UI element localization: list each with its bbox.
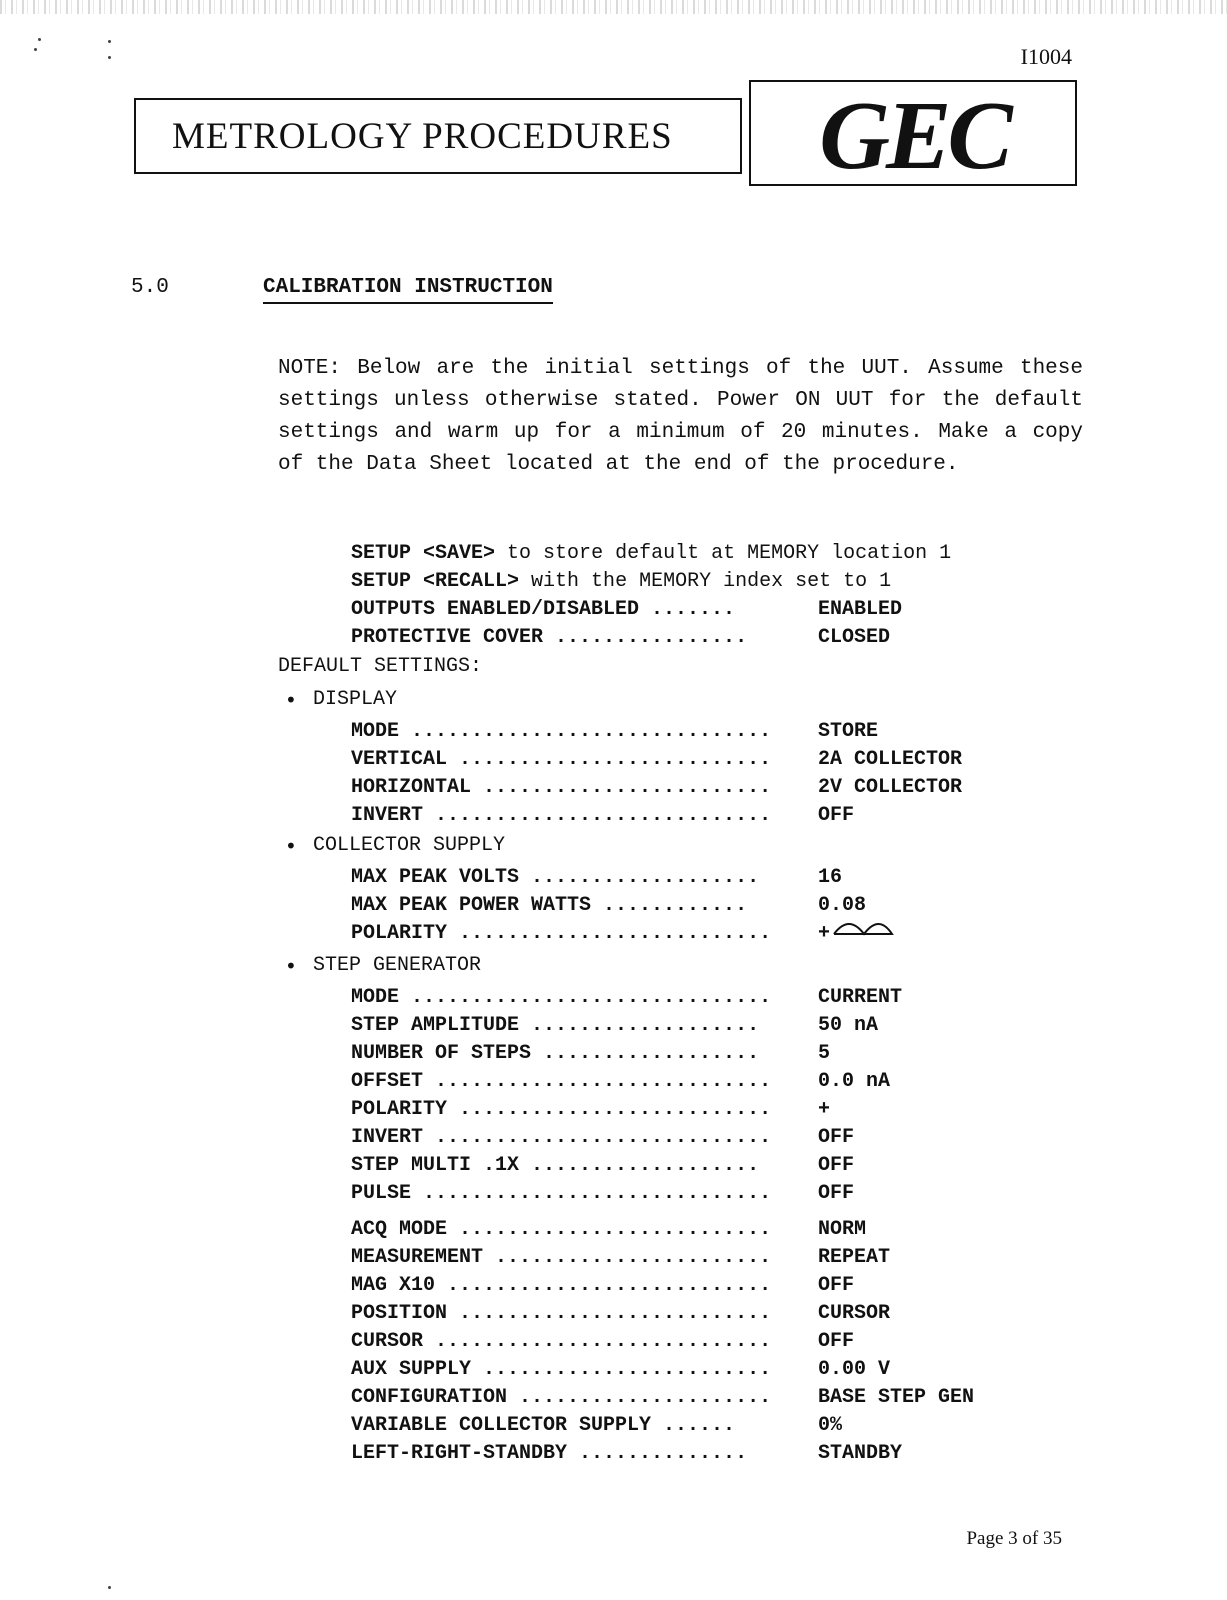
setting-label: POLARITY .......................... bbox=[351, 1098, 772, 1121]
section-number: 5.0 bbox=[131, 276, 169, 299]
setting-value: ENABLED bbox=[818, 598, 903, 621]
setting-label: INVERT ............................ bbox=[351, 804, 772, 827]
setting-label: OFFSET ............................ bbox=[351, 1070, 772, 1093]
setting-label: MAG X10 ........................... bbox=[351, 1274, 772, 1297]
note-paragraph: NOTE: Below are the initial settings of the UUT. Assume these settings unless otherwise stated. Power ON UUT for the default settings and warm up for a minimum of 20 minutes. Make a copy of the Data Sheet located at the end of the procedure. bbox=[278, 357, 1083, 476]
setting-value: NORM bbox=[818, 1218, 867, 1241]
setting-label: MODE .............................. bbox=[351, 986, 772, 1009]
bullet-icon: • bbox=[285, 688, 297, 712]
setting-value: OFF bbox=[818, 1330, 855, 1353]
setting-label: PULSE ............................. bbox=[351, 1182, 772, 1205]
setting-value: + bbox=[818, 1098, 831, 1121]
setting-value: OFF bbox=[818, 1154, 855, 1177]
bullet-icon: • bbox=[285, 954, 297, 978]
default-settings-label: DEFAULT SETTINGS: bbox=[278, 655, 483, 678]
setting-value: CURRENT bbox=[818, 986, 903, 1009]
setting-value: OFF bbox=[818, 1182, 855, 1205]
page-title-text: METROLOGY PROCEDURES bbox=[172, 115, 673, 157]
section-heading: CALIBRATION INSTRUCTION bbox=[263, 276, 553, 304]
setting-value: CLOSED bbox=[818, 626, 891, 649]
setting-label: CURSOR ............................ bbox=[351, 1330, 772, 1353]
setting-value: 16 bbox=[818, 866, 843, 889]
document-number: I1004 bbox=[1020, 44, 1072, 69]
setup-text: with the MEMORY index set to 1 bbox=[519, 570, 892, 593]
setting-value: STANDBY bbox=[818, 1442, 903, 1465]
setup-key: <SAVE> bbox=[423, 542, 496, 565]
group-name: COLLECTOR SUPPLY bbox=[313, 834, 506, 857]
setting-value: REPEAT bbox=[818, 1246, 891, 1269]
setting-label: VERTICAL .......................... bbox=[351, 748, 772, 771]
setting-label: ACQ MODE .......................... bbox=[351, 1218, 772, 1241]
setting-label: POSITION .......................... bbox=[351, 1302, 772, 1325]
logo-lettering: GEC bbox=[819, 82, 1009, 186]
setting-value: + bbox=[818, 922, 831, 945]
setting-label: AUX SUPPLY ........................ bbox=[351, 1358, 772, 1381]
setting-label: LEFT-RIGHT-STANDBY .............. bbox=[351, 1442, 748, 1465]
setting-label: MEASUREMENT ....................... bbox=[351, 1246, 772, 1269]
setting-value: OFF bbox=[818, 804, 855, 827]
setting-label: NUMBER OF STEPS .................. bbox=[351, 1042, 760, 1065]
setting-value: 2V COLLECTOR bbox=[818, 776, 963, 799]
setting-value: OFF bbox=[818, 1274, 855, 1297]
setting-label: STEP AMPLITUDE ................... bbox=[351, 1014, 760, 1037]
setting-value: 0.0 nA bbox=[818, 1070, 891, 1093]
setup-command: SETUP bbox=[351, 542, 412, 565]
setting-value: 0.08 bbox=[818, 894, 867, 917]
setting-value: CURSOR bbox=[818, 1302, 891, 1325]
setting-label: MODE .............................. bbox=[351, 720, 772, 743]
page-number: Page 3 of 35 bbox=[966, 1528, 1062, 1549]
setting-label: MAX PEAK POWER WATTS ............ bbox=[351, 894, 748, 917]
setting-label: VARIABLE COLLECTOR SUPPLY ...... bbox=[351, 1414, 736, 1437]
bullet-icon: • bbox=[285, 834, 297, 858]
setting-value: 0.00 V bbox=[818, 1358, 891, 1381]
setting-label: CONFIGURATION ..................... bbox=[351, 1386, 772, 1409]
setup-key: <RECALL> bbox=[423, 570, 520, 593]
setup-command: SETUP bbox=[351, 570, 412, 593]
group-name: DISPLAY bbox=[313, 688, 398, 711]
setting-value: STORE bbox=[818, 720, 879, 743]
group-name: STEP GENERATOR bbox=[313, 954, 482, 977]
setting-value: OFF bbox=[818, 1126, 855, 1149]
setting-label: MAX PEAK VOLTS ................... bbox=[351, 866, 760, 889]
setting-value: 0% bbox=[818, 1414, 843, 1437]
setup-text: to store default at MEMORY location 1 bbox=[495, 542, 952, 565]
setting-value: 5 bbox=[818, 1042, 831, 1065]
setting-label: HORIZONTAL ........................ bbox=[351, 776, 772, 799]
setup-line bbox=[351, 570, 891, 593]
setting-value: 2A COLLECTOR bbox=[818, 748, 963, 771]
setting-label: POLARITY .......................... bbox=[351, 922, 772, 945]
dual-half-sine-icon bbox=[832, 916, 894, 938]
setting-label: STEP MULTI .1X ................... bbox=[351, 1154, 760, 1177]
setting-value: BASE STEP GEN bbox=[818, 1386, 975, 1409]
setting-label: INVERT ............................ bbox=[351, 1126, 772, 1149]
setup-line bbox=[351, 542, 951, 565]
setting-label: OUTPUTS ENABLED/DISABLED ....... bbox=[351, 598, 736, 621]
setting-value: 50 nA bbox=[818, 1014, 879, 1037]
setting-label: PROTECTIVE COVER ................ bbox=[351, 626, 748, 649]
